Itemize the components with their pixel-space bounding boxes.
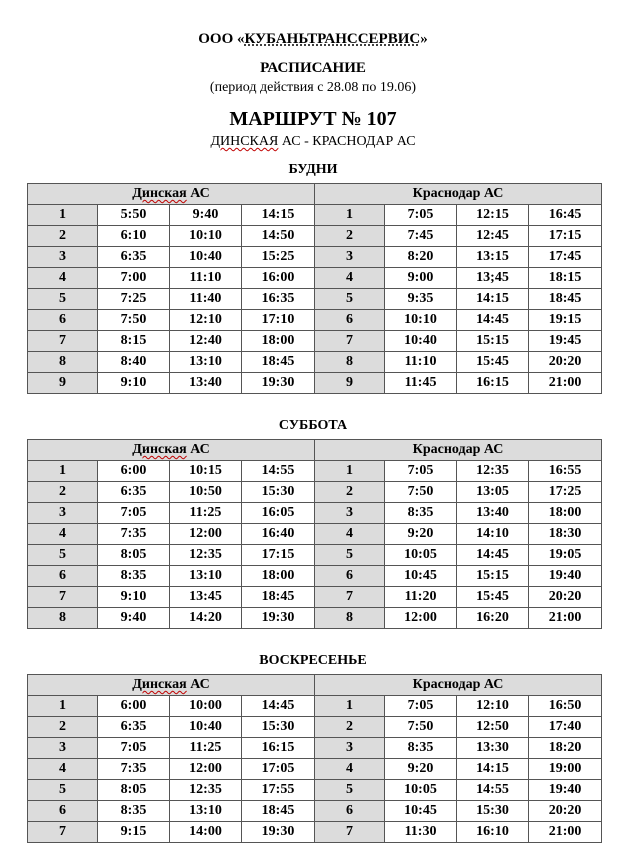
departure-time-left: 19:30	[242, 373, 315, 394]
table-row	[28, 289, 602, 310]
departure-time-left: 13:40	[170, 373, 242, 394]
departure-time-left: 10:00	[170, 696, 242, 717]
departure-time-left: 7:35	[98, 759, 170, 780]
departure-time-right: 12:10	[457, 696, 529, 717]
departure-time-left: 18:00	[242, 331, 315, 352]
trip-number-right: 1	[315, 461, 385, 482]
departure-time-right: 12:35	[457, 461, 529, 482]
station-name-word: Динская	[132, 186, 187, 201]
departure-time-right: 7:05	[385, 205, 457, 226]
departure-time-right: 14:45	[457, 310, 529, 331]
section-title: ВОСКРЕСЕНЬЕ	[259, 653, 367, 668]
departure-time-left: 8:05	[98, 545, 170, 566]
trip-number-right: 3	[315, 247, 385, 268]
departure-time-right: 16:15	[457, 373, 529, 394]
trip-number-right: 7	[315, 587, 385, 608]
departure-time-right: 19:00	[529, 759, 602, 780]
table-row	[28, 331, 602, 352]
station-header-row	[28, 440, 602, 461]
departure-time-right: 15:45	[457, 352, 529, 373]
station-name-word: Динская	[132, 442, 187, 457]
departure-time-left: 19:30	[242, 822, 315, 843]
departure-time-left: 17:10	[242, 310, 315, 331]
station-header-row	[28, 184, 602, 205]
departure-time-right: 21:00	[529, 822, 602, 843]
schedule-table	[27, 674, 602, 843]
departure-time-right: 9:35	[385, 289, 457, 310]
departure-time-left: 9:10	[98, 587, 170, 608]
trip-number-left: 7	[28, 822, 98, 843]
departure-time-left: 7:00	[98, 268, 170, 289]
trip-number-left: 7	[28, 587, 98, 608]
departure-time-right: 18:20	[529, 738, 602, 759]
departure-time-right: 16:50	[529, 696, 602, 717]
table-row	[28, 503, 602, 524]
trip-number-left: 5	[28, 289, 98, 310]
trip-number-right: 3	[315, 503, 385, 524]
stop-rest: АС - КРАСНОДАР АС	[278, 134, 416, 149]
company-name: ООО «КУБАНЬТРАНССЕРВИС»	[198, 31, 428, 47]
trip-number-right: 6	[315, 801, 385, 822]
departure-time-right: 10:05	[385, 545, 457, 566]
trip-number-left: 7	[28, 331, 98, 352]
departure-time-left: 7:05	[98, 503, 170, 524]
table-row	[28, 822, 602, 843]
departure-time-right: 14:55	[457, 780, 529, 801]
trip-number-left: 2	[28, 717, 98, 738]
trip-number-left: 6	[28, 566, 98, 587]
departure-time-left: 7:05	[98, 738, 170, 759]
departure-time-left: 15:30	[242, 717, 315, 738]
departure-time-left: 11:10	[170, 268, 242, 289]
departure-time-right: 15:15	[457, 331, 529, 352]
departure-time-left: 9:15	[98, 822, 170, 843]
departure-time-left: 17:05	[242, 759, 315, 780]
departure-time-left: 19:30	[242, 608, 315, 629]
trip-number-left: 4	[28, 759, 98, 780]
table-row	[28, 524, 602, 545]
departure-time-left: 16:05	[242, 503, 315, 524]
departure-time-right: 10:45	[385, 566, 457, 587]
departure-time-left: 16:35	[242, 289, 315, 310]
trip-number-left: 2	[28, 226, 98, 247]
company-name-text: КУБАНЬТРАНССЕРВИС	[244, 31, 421, 47]
departure-time-left: 10:40	[170, 717, 242, 738]
departure-time-left: 9:40	[98, 608, 170, 629]
section-title: БУДНИ	[288, 162, 338, 177]
departure-time-right: 20:20	[529, 352, 602, 373]
departure-time-left: 18:45	[242, 352, 315, 373]
departure-time-left: 7:50	[98, 310, 170, 331]
departure-time-left: 15:25	[242, 247, 315, 268]
station-header-right: Краснодар АС	[315, 675, 602, 696]
station-name-suffix: АС	[186, 442, 210, 457]
departure-time-left: 11:25	[170, 503, 242, 524]
table-row	[28, 587, 602, 608]
departure-time-right: 13:40	[457, 503, 529, 524]
stop-from: ДИНСКАЯ	[210, 134, 279, 149]
departure-time-left: 6:10	[98, 226, 170, 247]
departure-time-left: 6:00	[98, 696, 170, 717]
departure-time-right: 20:20	[529, 587, 602, 608]
departure-time-right: 19:45	[529, 331, 602, 352]
trip-number-right: 2	[315, 226, 385, 247]
departure-time-left: 9:10	[98, 373, 170, 394]
departure-time-right: 13:05	[457, 482, 529, 503]
table-row	[28, 226, 602, 247]
departure-time-right: 17:45	[529, 247, 602, 268]
trip-number-right: 4	[315, 268, 385, 289]
station-header-left	[28, 440, 315, 461]
trip-number-right: 9	[315, 373, 385, 394]
departure-time-left: 15:30	[242, 482, 315, 503]
departure-time-right: 10:45	[385, 801, 457, 822]
departure-time-right: 18:15	[529, 268, 602, 289]
trip-number-left: 4	[28, 268, 98, 289]
departure-time-right: 15:45	[457, 587, 529, 608]
trip-number-right: 8	[315, 608, 385, 629]
departure-time-right: 15:15	[457, 566, 529, 587]
table-row	[28, 780, 602, 801]
departure-time-right: 16:45	[529, 205, 602, 226]
departure-time-left: 12:35	[170, 545, 242, 566]
table-row	[28, 205, 602, 226]
departure-time-right: 12:50	[457, 717, 529, 738]
departure-time-right: 16:55	[529, 461, 602, 482]
trip-number-right: 7	[315, 822, 385, 843]
table-row	[28, 352, 602, 373]
trip-number-right: 2	[315, 482, 385, 503]
departure-time-left: 10:15	[170, 461, 242, 482]
trip-number-left: 6	[28, 801, 98, 822]
trip-number-right: 7	[315, 331, 385, 352]
trip-number-right: 3	[315, 738, 385, 759]
table-row	[28, 696, 602, 717]
table-row	[28, 461, 602, 482]
table-row	[28, 373, 602, 394]
departure-time-right: 11:45	[385, 373, 457, 394]
departure-time-right: 18:30	[529, 524, 602, 545]
departure-time-left: 13:10	[170, 801, 242, 822]
departure-time-left: 13:45	[170, 587, 242, 608]
departure-time-right: 10:05	[385, 780, 457, 801]
departure-time-left: 14:50	[242, 226, 315, 247]
departure-time-right: 21:00	[529, 608, 602, 629]
trip-number-left: 1	[28, 461, 98, 482]
table-row	[28, 482, 602, 503]
document-title: РАСПИСАНИЕ	[260, 60, 366, 76]
departure-time-right: 7:45	[385, 226, 457, 247]
departure-time-right: 19:15	[529, 310, 602, 331]
departure-time-right: 17:15	[529, 226, 602, 247]
departure-time-right: 18:00	[529, 503, 602, 524]
departure-time-right: 7:05	[385, 461, 457, 482]
departure-time-left: 7:35	[98, 524, 170, 545]
departure-time-right: 14:15	[457, 289, 529, 310]
departure-time-left: 13:10	[170, 566, 242, 587]
departure-time-right: 13;45	[457, 268, 529, 289]
departure-time-right: 16:10	[457, 822, 529, 843]
departure-time-right: 17:40	[529, 717, 602, 738]
departure-time-left: 6:00	[98, 461, 170, 482]
trip-number-right: 6	[315, 566, 385, 587]
table-row	[28, 801, 602, 822]
station-header-right: Краснодар АС	[315, 184, 602, 205]
departure-time-right: 19:40	[529, 780, 602, 801]
trip-number-left: 5	[28, 545, 98, 566]
departure-time-left: 8:40	[98, 352, 170, 373]
table-row	[28, 310, 602, 331]
departure-time-left: 7:25	[98, 289, 170, 310]
departure-time-left: 10:40	[170, 247, 242, 268]
trip-number-right: 5	[315, 780, 385, 801]
departure-time-right: 19:05	[529, 545, 602, 566]
departure-time-right: 10:40	[385, 331, 457, 352]
departure-time-right: 9:00	[385, 268, 457, 289]
departure-time-left: 14:45	[242, 696, 315, 717]
departure-time-left: 14:55	[242, 461, 315, 482]
departure-time-left: 9:40	[170, 205, 242, 226]
station-header-row	[28, 675, 602, 696]
departure-time-right: 8:20	[385, 247, 457, 268]
station-header-left	[28, 675, 315, 696]
departure-time-right: 8:35	[385, 738, 457, 759]
trip-number-right: 8	[315, 352, 385, 373]
trip-number-left: 9	[28, 373, 98, 394]
station-header-left	[28, 184, 315, 205]
departure-time-right: 12:00	[385, 608, 457, 629]
departure-time-right: 17:25	[529, 482, 602, 503]
table-row	[28, 545, 602, 566]
departure-time-left: 16:00	[242, 268, 315, 289]
validity-period: (период действия с 28.08 по 19.06)	[209, 80, 417, 95]
station-name-word: Динская	[132, 677, 187, 692]
trip-number-right: 4	[315, 524, 385, 545]
trip-number-left: 3	[28, 503, 98, 524]
station-header-right: Краснодар АС	[315, 440, 602, 461]
departure-time-right: 15:30	[457, 801, 529, 822]
departure-time-left: 12:40	[170, 331, 242, 352]
departure-time-right: 13:30	[457, 738, 529, 759]
departure-time-right: 11:30	[385, 822, 457, 843]
trip-number-right: 5	[315, 545, 385, 566]
departure-time-left: 18:45	[242, 801, 315, 822]
departure-time-right: 14:15	[457, 759, 529, 780]
trip-number-left: 4	[28, 524, 98, 545]
schedule-table	[27, 439, 602, 629]
departure-time-left: 14:00	[170, 822, 242, 843]
table-row	[28, 268, 602, 289]
departure-time-left: 16:15	[242, 738, 315, 759]
trip-number-right: 5	[315, 289, 385, 310]
departure-time-right: 19:40	[529, 566, 602, 587]
departure-time-right: 10:10	[385, 310, 457, 331]
departure-time-right: 13:15	[457, 247, 529, 268]
trip-number-right: 6	[315, 310, 385, 331]
departure-time-right: 21:00	[529, 373, 602, 394]
table-row	[28, 608, 602, 629]
departure-time-left: 17:55	[242, 780, 315, 801]
trip-number-right: 4	[315, 759, 385, 780]
table-row	[28, 738, 602, 759]
trip-number-left: 6	[28, 310, 98, 331]
departure-time-left: 8:35	[98, 801, 170, 822]
station-name-suffix: АС	[186, 186, 210, 201]
departure-time-left: 6:35	[98, 482, 170, 503]
trip-number-right: 1	[315, 696, 385, 717]
departure-time-right: 18:45	[529, 289, 602, 310]
departure-time-left: 12:10	[170, 310, 242, 331]
departure-time-right: 7:05	[385, 696, 457, 717]
departure-time-left: 16:40	[242, 524, 315, 545]
trip-number-left: 5	[28, 780, 98, 801]
trip-number-right: 2	[315, 717, 385, 738]
trip-number-left: 2	[28, 482, 98, 503]
table-row	[28, 759, 602, 780]
departure-time-left: 14:15	[242, 205, 315, 226]
departure-time-left: 17:15	[242, 545, 315, 566]
departure-time-right: 7:50	[385, 717, 457, 738]
departure-time-left: 14:20	[170, 608, 242, 629]
departure-time-left: 10:50	[170, 482, 242, 503]
trip-number-left: 3	[28, 247, 98, 268]
table-row	[28, 566, 602, 587]
departure-time-right: 12:15	[457, 205, 529, 226]
departure-time-right: 9:20	[385, 759, 457, 780]
departure-time-left: 6:35	[98, 717, 170, 738]
departure-time-left: 10:10	[170, 226, 242, 247]
trip-number-left: 8	[28, 352, 98, 373]
table-row	[28, 717, 602, 738]
trip-number-left: 8	[28, 608, 98, 629]
departure-time-left: 8:15	[98, 331, 170, 352]
departure-time-left: 12:00	[170, 524, 242, 545]
trip-number-left: 1	[28, 205, 98, 226]
route-stops	[0, 134, 626, 150]
departure-time-left: 13:10	[170, 352, 242, 373]
departure-time-right: 12:45	[457, 226, 529, 247]
departure-time-right: 14:10	[457, 524, 529, 545]
departure-time-left: 18:00	[242, 566, 315, 587]
departure-time-right: 9:20	[385, 524, 457, 545]
departure-time-right: 14:45	[457, 545, 529, 566]
departure-time-left: 6:35	[98, 247, 170, 268]
departure-time-right: 8:35	[385, 503, 457, 524]
departure-time-left: 12:35	[170, 780, 242, 801]
departure-time-left: 18:45	[242, 587, 315, 608]
departure-time-right: 11:20	[385, 587, 457, 608]
table-row	[28, 247, 602, 268]
departure-time-left: 5:50	[98, 205, 170, 226]
route-number: МАРШРУТ № 107	[229, 108, 397, 130]
section-title: СУББОТА	[278, 418, 348, 433]
trip-number-left: 1	[28, 696, 98, 717]
departure-time-left: 8:05	[98, 780, 170, 801]
departure-time-left: 11:25	[170, 738, 242, 759]
station-name-suffix: АС	[186, 677, 210, 692]
trip-number-left: 3	[28, 738, 98, 759]
departure-time-right: 11:10	[385, 352, 457, 373]
trip-number-right: 1	[315, 205, 385, 226]
departure-time-left: 8:35	[98, 566, 170, 587]
departure-time-right: 20:20	[529, 801, 602, 822]
departure-time-left: 12:00	[170, 759, 242, 780]
departure-time-right: 7:50	[385, 482, 457, 503]
departure-time-left: 11:40	[170, 289, 242, 310]
departure-time-right: 16:20	[457, 608, 529, 629]
schedule-table	[27, 183, 602, 394]
